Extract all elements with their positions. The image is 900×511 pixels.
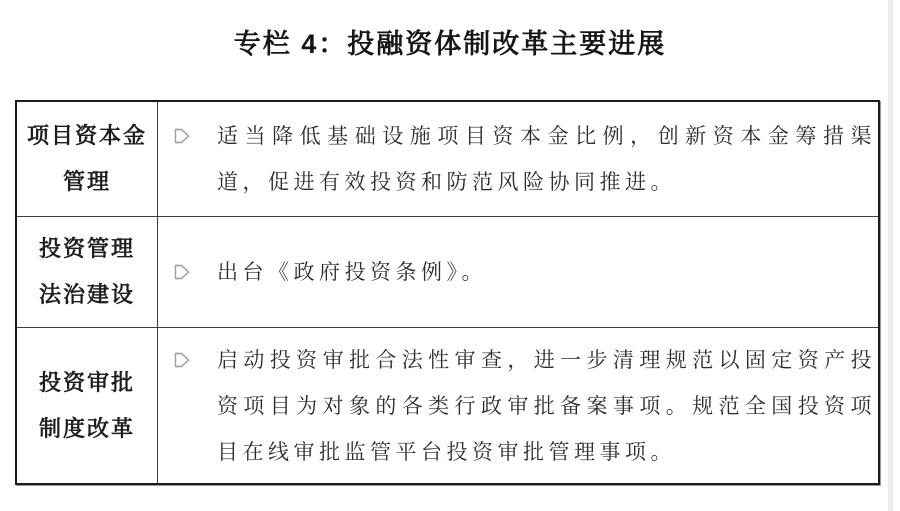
scan-page-edge: [888, 0, 893, 511]
row-label-line: 管理: [62, 169, 111, 194]
row-label: [17, 328, 158, 483]
row-label-line: 法治建设: [38, 282, 135, 307]
row-label: [17, 102, 158, 216]
row-label-line: 投资管理: [38, 236, 135, 261]
row-content-text: 出台《政府投资条例》。: [217, 260, 487, 284]
rightwards-white-arrow-icon: [173, 126, 191, 146]
row-label-line: 项目资本金: [26, 123, 147, 148]
table-row: [17, 327, 878, 483]
row-content-text: 适当降低基础设施项目资本金比例，创新资本金筹措渠道，促进有效投资和防范风险协同推进。: [217, 124, 876, 194]
row-label: [17, 217, 158, 327]
row-content: [158, 102, 878, 216]
table-row: [17, 216, 878, 327]
progress-table: [15, 100, 880, 485]
row-label-line: 制度改革: [38, 415, 135, 441]
rightwards-white-arrow-icon: [173, 262, 191, 282]
table-row: [17, 102, 878, 216]
page-title: 专栏 4：投融资体制改革主要进展: [233, 29, 667, 59]
row-content: [158, 217, 878, 327]
row-label-line: 投资审批: [38, 369, 135, 395]
row-content-text: 启动投资审批合法性审查，进一步清理规范以固定资产投资项目为对象的各类行政审批备案事项。规范全国投资项目在线审批监管平台投资审批管理事项。: [217, 347, 876, 464]
rightwards-white-arrow-icon: [173, 350, 191, 370]
row-content: [158, 328, 878, 483]
